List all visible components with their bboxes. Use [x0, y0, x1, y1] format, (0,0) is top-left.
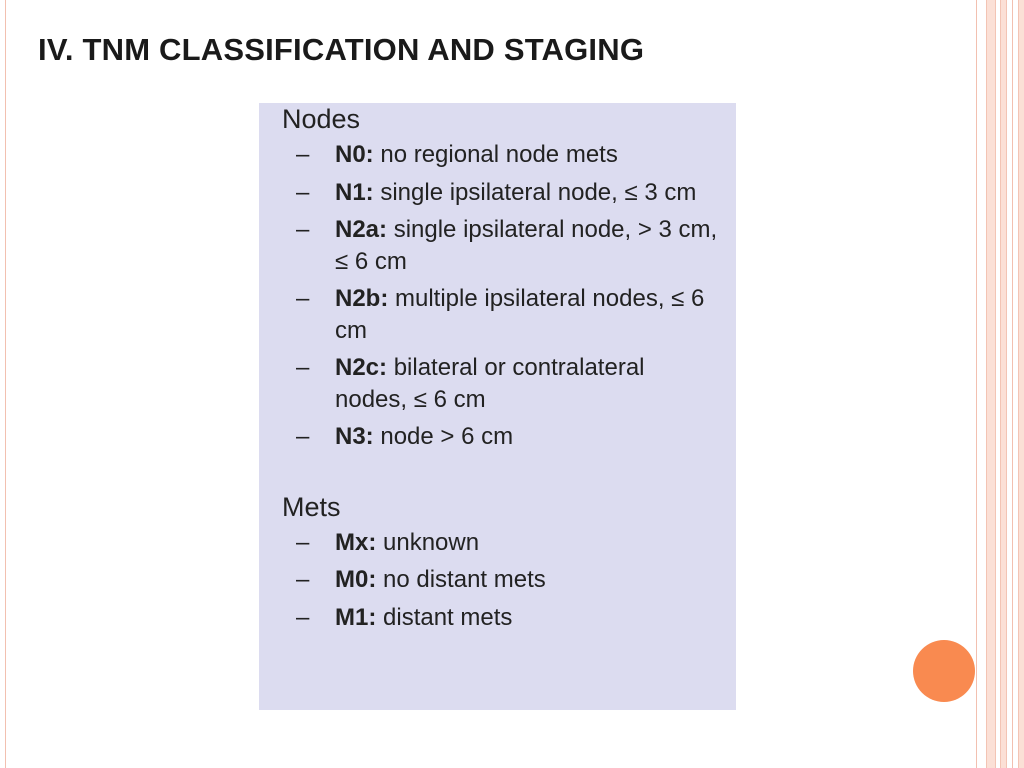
item-text: no distant mets	[376, 566, 546, 593]
item-text: bilateral or contralateral nodes, ≤ 6 cm	[335, 354, 645, 413]
mets-list	[282, 527, 722, 634]
item-text: no regional node mets	[373, 141, 618, 168]
item-code: Mx:	[335, 528, 377, 556]
item-text: node > 6 cm	[373, 423, 514, 450]
nodes-heading: Nodes	[282, 104, 361, 134]
right-border-stripe	[986, 0, 996, 768]
item-code: N3:	[335, 423, 374, 450]
list-item	[282, 214, 722, 277]
list-item	[282, 352, 722, 415]
dash-bullet: –	[296, 528, 310, 556]
right-border-stripe	[1000, 0, 1007, 768]
list-item	[282, 139, 722, 171]
left-border-line	[5, 0, 6, 768]
dash-bullet: –	[296, 423, 310, 450]
dash-bullet: –	[296, 178, 310, 206]
dash-bullet: –	[296, 566, 310, 593]
list-item	[282, 564, 722, 596]
list-item	[282, 421, 722, 453]
accent-circle-decoration	[913, 640, 975, 702]
right-border-stripe	[1018, 0, 1024, 768]
item-code: M1:	[335, 603, 377, 631]
dash-bullet: –	[296, 354, 310, 381]
item-code: N1:	[335, 178, 374, 206]
item-text: unknown	[376, 528, 480, 556]
dash-bullet: –	[296, 141, 310, 168]
item-text: distant mets	[376, 603, 513, 631]
nodes-list	[282, 139, 722, 453]
dash-bullet: –	[296, 216, 310, 243]
item-text: single ipsilateral node, ≤ 3 cm	[373, 178, 697, 206]
item-code: N2a:	[335, 216, 388, 243]
item-code: N0:	[335, 141, 374, 168]
right-border-stripe	[1012, 0, 1013, 768]
slide-title: IV. TNM CLASSIFICATION AND STAGING	[38, 32, 645, 67]
mets-heading: Mets	[282, 491, 341, 522]
item-text: single ipsilateral node, > 3 cm, ≤ 6 cm	[335, 216, 718, 275]
item-code: N2b:	[335, 285, 389, 312]
list-item	[282, 283, 722, 346]
right-border-stripe	[976, 0, 977, 768]
dash-bullet: –	[296, 603, 310, 631]
tnm-image-panel	[259, 103, 736, 710]
item-code: N2c:	[335, 354, 388, 381]
list-item	[282, 527, 722, 559]
list-item	[282, 177, 722, 209]
list-item	[282, 602, 722, 634]
item-text: multiple ipsilateral nodes, ≤ 6 cm	[335, 285, 705, 344]
item-code: M0:	[335, 566, 377, 593]
dash-bullet: –	[296, 285, 310, 312]
